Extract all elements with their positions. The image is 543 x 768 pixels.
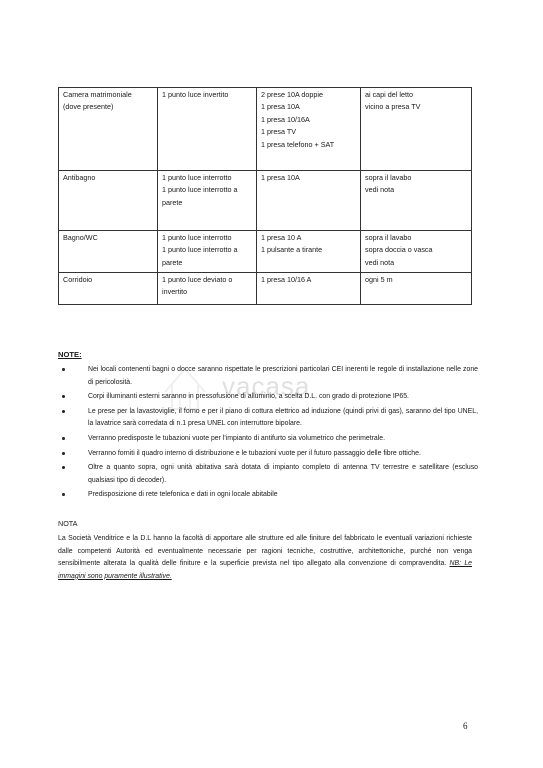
room-cell bbox=[59, 231, 158, 273]
cell-line: parete bbox=[162, 197, 183, 207]
table-row bbox=[59, 171, 472, 231]
cell-line: 1 punto luce invertito bbox=[162, 90, 229, 99]
note-item bbox=[58, 489, 478, 502]
nota-body bbox=[58, 533, 472, 583]
cell-line: vedi nota bbox=[365, 257, 395, 267]
cell-line: 2 prese 10A doppie bbox=[261, 90, 323, 99]
cell-line: (dove presente) bbox=[63, 102, 114, 112]
cell-line: 1 presa telefono + SAT bbox=[261, 139, 335, 149]
note-text: Predisposizione di rete telefonica e dati in ogni locale abitabile bbox=[88, 491, 278, 499]
table-row bbox=[59, 273, 472, 305]
cell-line: 1 punto luce interrotto bbox=[162, 173, 232, 182]
bullet-icon bbox=[62, 395, 65, 398]
cell-line: ogni 5 m bbox=[365, 275, 393, 284]
note-text: Verranno forniti il quadro interno di distribuzione e le tubazioni vuote per il futuro passaggio delle fibre ottiche. bbox=[88, 449, 421, 457]
table-row bbox=[59, 88, 472, 171]
note-text: Oltre a quanto sopra, ogni unità abitativa sarà dotata di impianto completo di antenna TV terrestre e satellitare (escluso qualsiasi tipo di decoder). bbox=[88, 464, 478, 484]
bullet-icon bbox=[62, 410, 65, 413]
cell-line: 1 presa TV bbox=[261, 127, 297, 137]
cell-line: Corridoio bbox=[63, 275, 93, 284]
cell-line: 1 presa 10/16A bbox=[261, 114, 310, 124]
note-text: Verranno predisposte le tubazioni vuote per l'impianto di antifurto sia volumetrico che perimetrale. bbox=[88, 434, 386, 442]
note-text: Le prese per la lavastoviglie, il forno e per il piano di cottura elettrico ad induzione (quindi privi di gas), saranno del tipo UNEL, la lavatrice sarà corredata di n.1 presa UNEL con interruttore bipolare. bbox=[88, 407, 478, 428]
lights-cell bbox=[158, 88, 257, 171]
cell-line: 1 presa 10A bbox=[261, 102, 300, 112]
note-text: Nei locali contenenti bagni o docce saranno rispettate le prescrizioni particolari CEI inerenti le regole di installazione nelle zone di pericolosità. bbox=[88, 366, 478, 386]
bullet-icon bbox=[62, 368, 65, 371]
cell-line: Bagno/WC bbox=[63, 233, 98, 242]
cell-line: parete bbox=[162, 257, 183, 267]
cell-line: Antibagno bbox=[63, 173, 96, 182]
nota-nb-text: NB: Le immagini sono puramente illustrative. bbox=[58, 560, 472, 580]
sockets-cell bbox=[257, 88, 361, 171]
bullet-icon bbox=[62, 437, 65, 440]
lights-cell bbox=[158, 273, 257, 305]
lights-cell bbox=[158, 171, 257, 231]
table-row bbox=[59, 231, 472, 273]
note-item bbox=[58, 433, 478, 446]
room-cell bbox=[59, 171, 158, 231]
note-item bbox=[58, 462, 478, 487]
bullet-icon bbox=[62, 493, 65, 496]
cell-line: invertito bbox=[162, 287, 188, 297]
note-text: Corpi illuminanti esterni saranno in pressofusione di alluminio, a scelta D.L. con grado di protezione IP65. bbox=[88, 393, 409, 401]
note-item bbox=[58, 448, 478, 461]
cell-line: vicino a presa TV bbox=[365, 102, 421, 112]
electrical-spec-table bbox=[58, 87, 472, 305]
cell-line: sopra il lavabo bbox=[365, 233, 412, 242]
nota-title: NOTA bbox=[58, 519, 78, 528]
nota-body-text: La Società Venditrice e la D.L hanno la facoltà di apportare alle strutture ed alle finiture del fabbricato le eventuali variazioni richieste dalle competenti Autorità ed eventualmente necessarie per ragioni tecniche, costruttive, architettoniche, purché non venga sensibilmente alterata la qualità delle finiture e la superficie prevista nel tipo allegato alla convenzione di compravendita. bbox=[58, 535, 472, 568]
note-item bbox=[58, 364, 478, 389]
cell-line: vedi nota bbox=[365, 185, 395, 195]
notes-heading: NOTE: bbox=[58, 350, 82, 359]
notes-cell bbox=[361, 231, 472, 273]
watermark-text: vacasa bbox=[222, 371, 311, 401]
room-cell bbox=[59, 273, 158, 305]
cell-line: sopra doccia o vasca bbox=[365, 245, 433, 255]
cell-line: 1 presa 10/16 A bbox=[261, 275, 312, 284]
notes-cell bbox=[361, 88, 472, 171]
sockets-cell bbox=[257, 273, 361, 305]
cell-line: 1 presa 10 A bbox=[261, 233, 302, 242]
lights-cell bbox=[158, 231, 257, 273]
notes-cell bbox=[361, 171, 472, 231]
cell-line: ai capi del letto bbox=[365, 90, 413, 99]
cell-line: 1 punto luce interrotto a bbox=[162, 185, 238, 195]
cell-line: 1 punto luce interrotto a bbox=[162, 245, 238, 255]
notes-list bbox=[58, 364, 478, 504]
notes-cell bbox=[361, 273, 472, 305]
note-item bbox=[58, 406, 478, 431]
bullet-icon bbox=[62, 466, 65, 469]
cell-line: 1 presa 10A bbox=[261, 173, 300, 182]
cell-line: 1 punto luce deviato o bbox=[162, 275, 233, 284]
cell-line: sopra il lavabo bbox=[365, 173, 412, 182]
sockets-cell bbox=[257, 231, 361, 273]
cell-line: Camera matrimoniale bbox=[63, 90, 132, 99]
note-item bbox=[58, 391, 478, 404]
bullet-icon bbox=[62, 452, 65, 455]
room-cell bbox=[59, 88, 158, 171]
cell-line: 1 pulsante a tirante bbox=[261, 245, 323, 255]
cell-line: 1 punto luce interrotto bbox=[162, 233, 232, 242]
sockets-cell bbox=[257, 171, 361, 231]
page-number: 6 bbox=[463, 721, 468, 731]
